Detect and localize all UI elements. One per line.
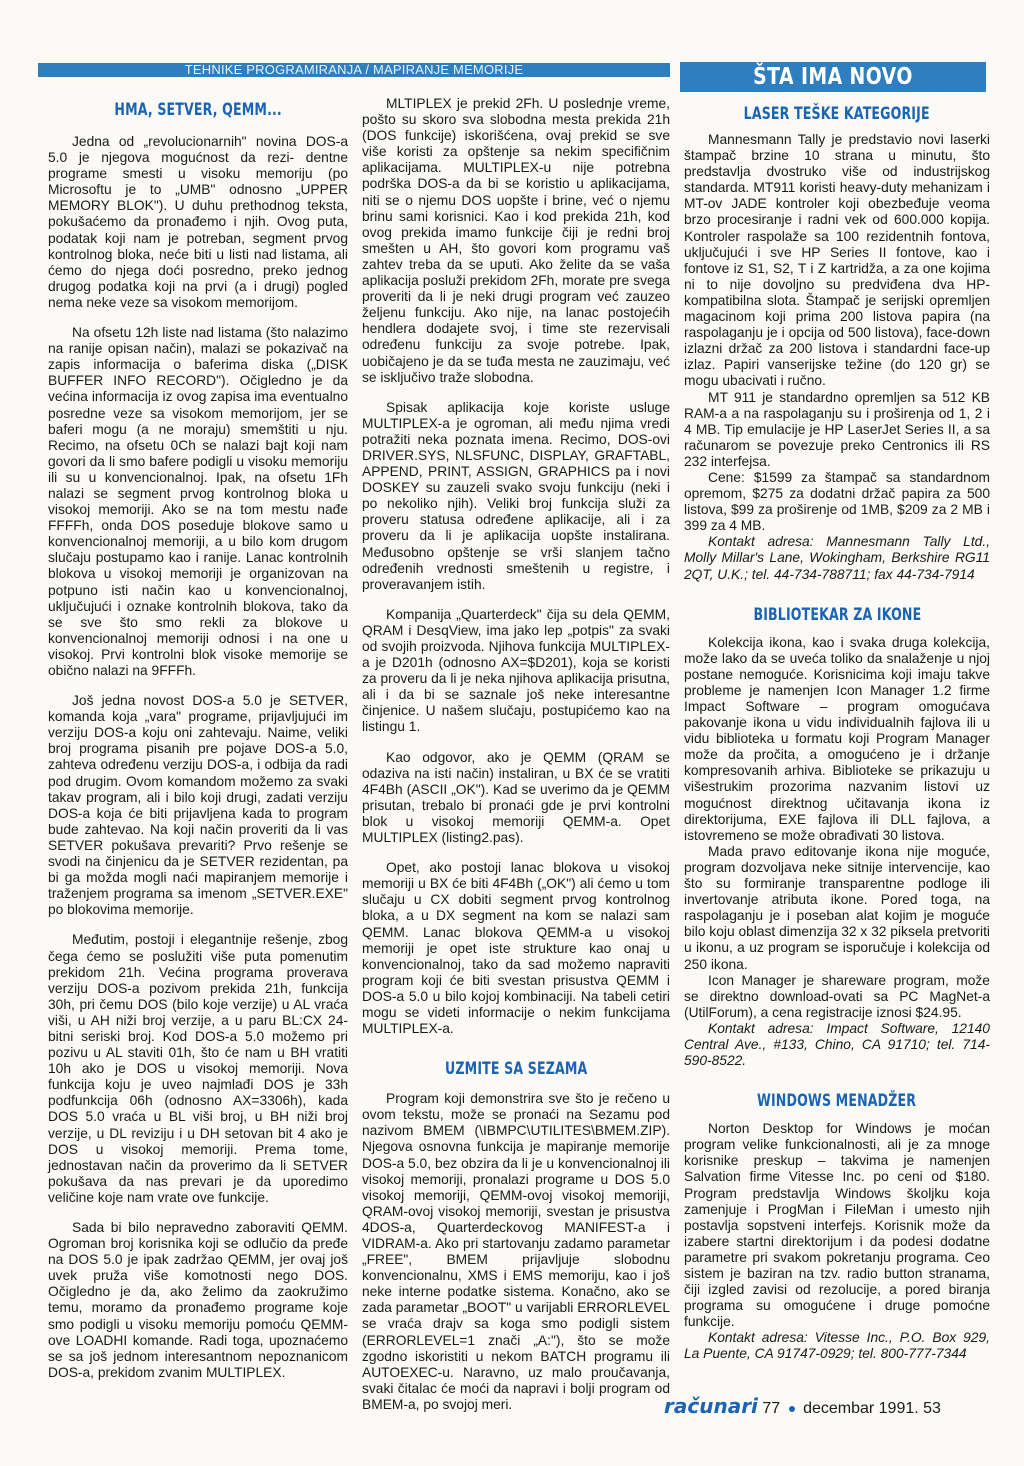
news-paragraph: Mada pravo editovanje ikona nije moguće, program dozvoljava neke sitnije intervencije, kao što su formiranje transparentne podloge ili invertovanje atributa ikone. Pored toga, na raspolaganju je i poseban alat kojim je moguće bilo koju oblast dimenzija 32 x 32 piksela pretvoriti u ikonu, a uz program se isporučuje i kolekcija od 250 ikona. [684,843,990,972]
article-paragraph: MLTIPLEX je prekid 2Fh. U poslednje vreme, pošto su skoro sva slobodna mesta prekida 21h (DOS funkcije) iskorišćena, ovaj prekid se sve više koristi za opštenje sa nekim specifičnim aplikacijama. MULTIPLEX-u nije potrebna podrška DOS-a da bi se koristio u aplikacijama, niti se o njemu DOS uopšte i brine, već o njemu brinu sami korisnici. Kao i kod prekida 21h, kod ovog prekida imamo funkcije čiji je redni broj smešten u AH, što govori kom programu vaš zahtev treba da se uputi. Ako želite da se vaša aplikacija posluži prekidom 2Fh, morate pre svega proveriti da li je neki drugi program već zauzeo željenu funkciju. Ako nije, na lanac postojećih hendlera dodajete svoj, i time ste rezervisali određenu funkciju za svoje potrebe. Ipak, uobičajeno je da se tuđa mesta ne zauzimaju, već se isključivo traže slobodna. [362,96,670,385]
news-contact: Kontakt adresa: Mannesmann Tally Ltd., Molly Millar's Lane, Wokingham, Berkshire RG11 2QT, U.K.; tel. 44-734-788711; fax 44-734-7914 [684,534,990,582]
article-heading: HMA, SETVER, QEMM... [114,100,282,120]
article-paragraph: Kompanija „Quarterdeck" čija su dela QEMM, QRAM i DesqView, ima jako lep „potpis" za svaki od svojih proizvoda. Njihova funkcija MULTIPLEX-a je D201h (odnosno AX=$D201), koja se koristi za proveru da li je neka njihova aplikacija prisutna, ali i da bi se saznale još neke interesantne činjenice. U našem slučaju, postupićemo kao na listingu 1. [362,606,670,735]
news-heading-laser: LASER TEŠKE KATEGORIJE [743,104,931,124]
article-paragraph: Sada bi bilo nepravedno zaboraviti QEMM. Ogroman broj korisnika koji se odlučio da pređe na DOS 5.0 je ipak zadržao QEMM, jer ovaj još uvek pruža više komotnosti nego DOS. Očigledno je da, ako želimo da zaokružimo temu, moramo da pronađemo programe koje smo podigli u visoku memoriju pomoću QEMM-ove LOADHI komande. Radi toga, upoznaćemo se sa još jednom interesantnom nepoznanicom DOS-a, prekidom zvanim MULTIPLEX. [48,1220,348,1380]
page-footer [664,1394,994,1418]
article-paragraph: Međutim, postoji i elegantnije rešenje, zbog čega ćemo se poslužiti više puta pomenutim prekidom 21h. Većina programa proverava verziju DOS-a pozivom prekida 21h, funkcija 30h, pri čemu DOS (bilo koje verzije) u AL vraća viši, u AH niži broj verzije, a u paru BL:CX 24-bitni seriski broj. Kod DOS-a 5.0 možemo pri pozivu u AL staviti 01h, što će nam u BH vratiti 10h ako je DOS u visokoj memoriji. Nova funkcija koju je uveo najmlađi DOS je 33h podfunkcija 06h (odnosno AX=3306h), kada DOS 5.0 vraća u BL viši broj, u BH niži broj verzije, u DL reviziju i u DH setovan bit 4 ako je DOS u visokoj memoriji. Prema tome, jednostavan način da proverimo da li SETVER pokušava da nas prevari je da uporedimo veličine koje nam vrate ove funkcije. [48,932,348,1205]
article-paragraph: Opet, ako postoji lanac blokova u visokoj memoriji u BX će biti 4F4Bh („OK") ali ćemo u tom slučaju u CX dobiti segment prvog kontrolnog bloka, a u DX segment na kom se nalazi sam QEMM. Lanac blokova QEMM-a u visokoj memoriji je opet iste strukture kao onaj u konvencionalnoj, tako da sad možemo napraviti program koji će biti svestan prisustva QEMM i DOS-a 5.0 u bilo kojoj kombinaciji. Na tabeli cetiri mogu se videti informacije o nekim funkcijama MULTIPLEX-a. [362,860,670,1037]
news-paragraph: Mannesmann Tally je predstavio novi laserki štampač brzine 10 strana u minutu, što predstavlja dvostruko više od industrijskog standarda. MT911 koristi heavy-duty mehanizam i MT-ov JADE kontroler koji obezbeđuje veoma brzo procesiranje i radni vek od 600.000 kopija. Kontroler raspolaže sa 100 rezidentnih fontova, uključujući i sve HP Series II fontove, kao i fontove iz S1, S2, T i Z kartridža, a za one kojima ni to nije dovoljno su predviđena dva HP-kompatibilna slota. Štampač je serijski opremljen magacinom koji prima 200 listova papira (na raspolaganju je i opcija od 500 listova), face-down izlazni držač za 200 listova i standardni face-up izlaz. Papiri vanserijske težine (do 120 gr) se mogu ubacivati i ručno. [684,132,990,389]
section-header-title: TEHNIKE PROGRAMIRANJA / MAPIRANJE MEMORIJE [184,62,524,77]
news-paragraph: Cene: $1599 za štampač sa standardnom opremom, $275 za dodatni držač papira za 500 listova, $99 za proširenje od 1MB, $209 za 2 MB i 399 za 4 MB. [684,469,990,534]
news-contact: Kontakt adresa: Vitesse Inc., P.O. Box 929, La Puente, CA 91747-0929; tel. 800-777-7344 [684,1330,990,1362]
article-paragraph: Kao odgovor, ako je QEMM (QRAM se odaziva na isti način) instaliran, u BX će se vratiti 4F4Bh (ASCII „OK"). Kad se uverimo da je QEMM prisutan, trebalo bi pronaći gde je prvi kontrolni blok u visokoj memoriji QEMM-a. Opet MULTIPLEX (listing2.pas). [362,749,670,846]
article-paragraph: Spisak aplikacija koje koriste usluge MULTIPLEX-a je ogroman, ali među njima vredi potražiti neka poznata imena. Recimo, DOS-ovi DRIVER.SYS, NLSFUNC, DISPLAY, GRAFTABL, APPEND, PRINT, ASSIGN, GRAPHICS pa i novi DOSKEY su zauzeli svako svoju funkciju (neki i po nekoliko njih). Veliki broj funkcija služi za proveru statusa određene aplikacije, ali i za proveru da li je aplikacija uopšte instalirana. Međusobno opštenje se vrši slanjem tačno određenih vrednosti smeštenih u registre, i proveravanjem istih. [362,399,670,592]
sidebar-header-bar [680,62,986,92]
date-and-page: decembar 1991. 53 [803,1400,941,1417]
article-paragraph: Jedna od „revolucionarnih" novina DOS-a 5.0 je njegova mogućnost da rezi- dentne programe smesti u visoku memoriju (po Microsoftu je to „UMB" odnosno „UPPER MEMORY BLOK"). U duhu prethodnog teksta, pokušaćemo da pronađemo i njih. Ovog puta, podatak koji nam je potreban, segment prvog kontrolnog bloka, neće biti u listi nad listama, ali ćemo do njega doći posredno, preko jednog drugog podatka koji na prvi (a i drugi) pogled nema neke veze sa visokom memorijom. [48,134,348,310]
bullet-dot-icon [789,1406,795,1412]
article-paragraph: Program koji demonstrira sve što je rečeno u ovom tekstu, može se pronaći na Sezamu pod nazivom BMEM (\IBMPC\UTILITES\BMEM.ZIP). Njegova osnovna funkcija je mapiranje memorije DOS-a 5.0, bez obzira da li je u konvencionalnoj ili visokoj memoriji, pronalazi programe u DOS 5.0 visokoj memoriji, QEMM-ovoj visokoj memoriji, QRAM-ovoj visokoj memoriji, svestan je prisustva 4DOS-a, Quarterdeckovog MANIFEST-a i VIDRAM-a. Ako pri startovanju zadamo parametar „FREE", BMEM prijavljuje slobodnu konvencionalnu, XMS i EMS memoriju, kao i još neke interne podatke sistema. Konačno, ako se zada parametar „BOOT" u varijabli ERRORLEVEL se vraća drajv sa koga smo podigli sistem (ERRORLEVEL=1 znači „A:"), što se može zgodno iskoristiti u nekom BATCH programu ili AUTOEXEC-u. Naravno, uz malo proučavanja, svaki čitalac će moći da napravi i bolji program od BMEM-a, po svojoj meri. [362,1091,670,1412]
news-contact: Kontakt adresa: Impact Software, 12140 Central Ave., #133, Chino, CA 91710; tel. 714-590-8522. [684,1020,990,1069]
news-sidebar [684,100,990,1390]
article-column-1 [48,100,348,1380]
news-heading-icons: BIBLIOTEKAR ZA IKONE [753,604,921,625]
news-paragraph: MT 911 je standardno opremljen sa 512 KB RAM-a a na raspolaganju su i proširenja od 1, 2 i 4 MB. Tip emulacije je HP LaserJet Series II, a sa računarom se povezuje preko Centronics ili RS 232 interfejsa. [684,389,990,469]
news-paragraph: Norton Desktop for Windows je moćan program velike funkcionalnosti, ali je za mnoge korisnike preskup – takvima je namenjen Salvation firme Vitesse Inc. po ceni od $180. Program predstavlja Windows školjku koja zamenjuje i ProgMan i FileMan i umesto njih postavlja sopstveni interfejs. Korisnik može da izabere startni direktorijum i da podesi dodatne parametre pri svakom pokretanju programa. Ceo sistem je baziran na tzv. radio button stranama, čiji izgled zavisi od rezolucije, a pored biranja programa su omogućene i druge pomoćne funkcije. [684,1121,990,1330]
issue-number: 77 [762,1400,781,1417]
article-paragraph: Još jedna novost DOS-a 5.0 je SETVER, komanda koja „vara" programe, prijavljujući im verziju DOS-a koju oni zahtevaju. Naime, veliki broj programa pisanih pre pojave DOS-a 5.0, zahteva određenu verziju DOS-a, i odbija da radi pod drugim. Ovom komandom možemo za svaki takav program, ali i bilo koji drugi, zadati verziju DOS-a koja će biti prijavljena kada to program bude zahtevao. Na koji način proveriti da li vas SETVER pokušava prevariti? Prvo rešenje se svodi na činjenicu da je SETVER rezidentan, pa bi ga možda mogli naći mapiranjem memorije i traženjem programa sa imenom „SETVER.EXE" po blokovima memorije. [48,693,348,918]
article-paragraph: Na ofsetu 12h liste nad listama (što nalazimo na ranije opisan način), malazi se pokazivač na zapis informacija o baferima diska („DISK BUFFER INFO RECORD"). Očigledno je da većina informacija iz ovog zapisa ima eventualno posredne veze sa visokom memorijom, jer se baferi mogu (a ne moraju) smemštiti u nju. Recimo, na ofsetu 0Ch se nalazi bajt koji nam govori da li smo bafere podigli u visoku memoriju ili su u konvencionalnoj. Ipak, na ofsetu 1Fh nalazi se segment prvog kontrolnog bloka u visokoj memoriji. Ako se na tom mestu nađe FFFFh, onda DOS poseduje blokove samo u konvencionalnoj memoriji, a u bilo kom drugom slučaju postupamo kao i ranije. Lanac kontrolnih blokova u visokoj memoriji je organizovan na potpuno isti način kao u konvencionalnoj, uključujući i oznake kontrolnih blokova, tako da se sve što smo rekli za blokove u konvencionalnoj memoriji odnosi i na one u visokoj. Prvi kontrolni blok visoke memorije se obično nalazi na 9FFFh. [48,325,348,678]
subheading-sezam: UZMITE SA SEZAMA [444,1059,588,1080]
magazine-logo: računari [664,1394,758,1418]
section-header-bar [38,63,670,77]
news-paragraph: Icon Manager je shareware program, može se direktno download-ovati sa PC MagNet-a (UtilForum), a cena registracije iznosi $24.95. [684,972,990,1020]
sidebar-header-title: ŠTA IMA NOVO [753,64,913,90]
article-column-2 [362,96,670,1412]
news-heading-windows: WINDOWS MENADŽER [757,1091,917,1112]
news-paragraph: Kolekcija ikona, kao i svaka druga kolekcija, može lako da se uveća toliko da snalaženje u njoj postane nemoguće. Korisnicima koji imaju takve probleme je namenjen Icon Manager 1.2 firme Impact Software – program omogućava pakovanje ikona u vidu individualnih fajlova ili u vidu biblioteka u formatu koji Program Manager može da pročita, a omogućeno je i držanje kompresovanih arhiva. Biblioteke se prikazuju u višestrukim prozorima nazvanim listovi uz mogućnost direktnog učitavanja ikona iz direktorijuma, EXE fajlova ili DLL fajlova, a istovremeno se može obrađivati 30 listova. [684,634,990,843]
